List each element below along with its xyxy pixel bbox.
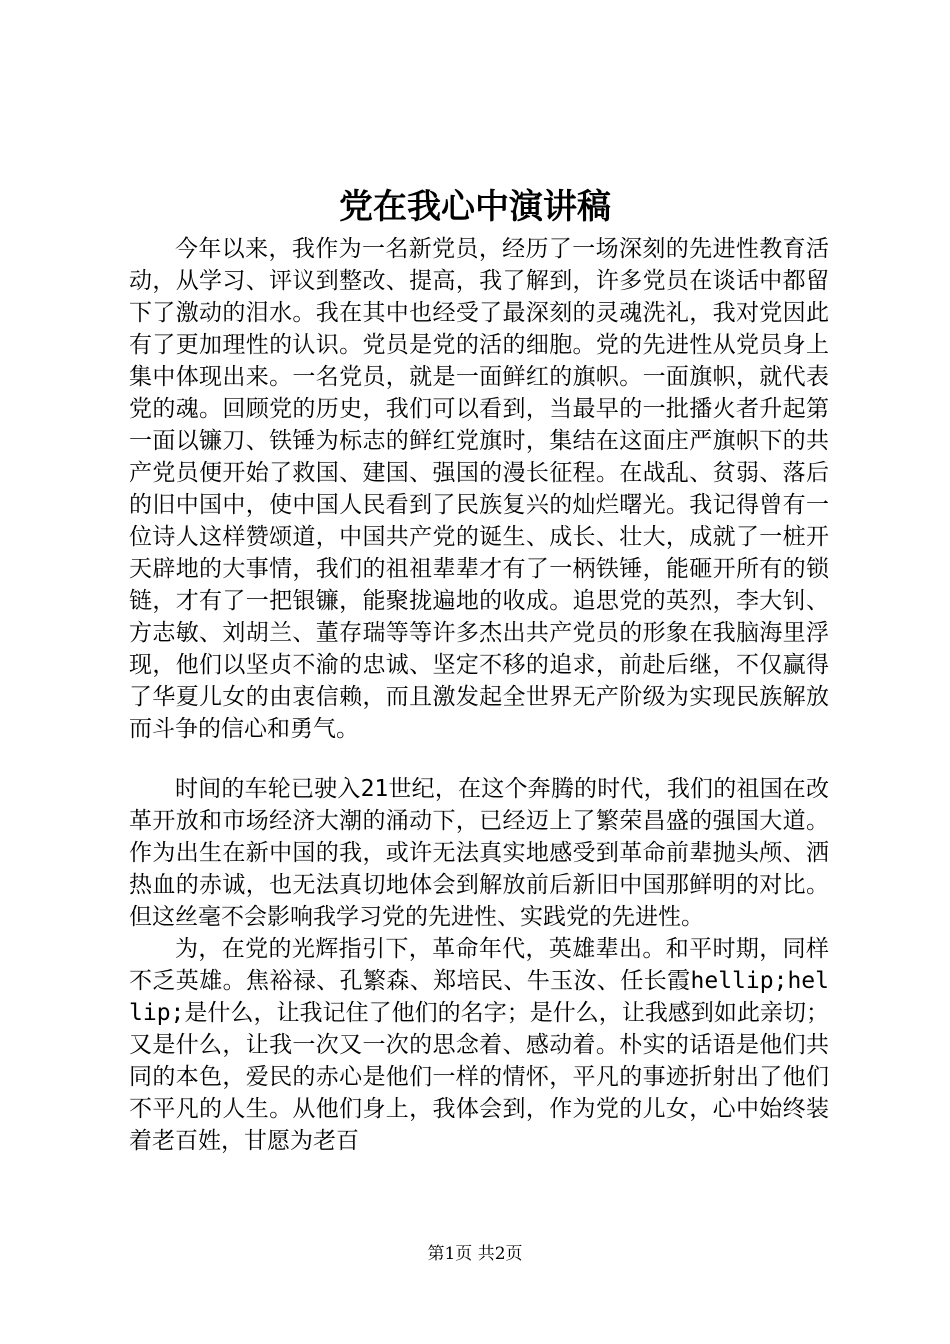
document-title: 党在我心中演讲稿	[339, 187, 611, 227]
document-body	[129, 233, 829, 1157]
paragraph-1: 今年以来，我作为一名新党员，经历了一场深刻的先进性教育活动，从学习、评议到整改、提高，我了解到，许多党员在谈话中都留下了激动的泪水。我在其中也经受了最深刻的灵魂洗礼，我对党因此有了更加理性的认识。党员是党的活的细胞。党的先进性从党员身上集中体现出来。一名党员，就是一面鲜红的旗帜。一面旗帜，就代表党的魂。回顾党的历史，我们可以看到，当最早的一批播火者升起第一面以镰刀、铁锤为标志的鲜红党旗时，集结在这面庄严旗帜下的共产党员便开始了救国、建国、强国的漫长征程。在战乱、贫弱、落后的旧中国中，使中国人民看到了民族复兴的灿烂曙光。我记得曾有一位诗人这样赞颂道，中国共产党的诞生、成长、壮大，成就了一桩开天辟地的大事情，我们的祖祖辈辈才有了一柄铁锤，能砸开所有的锁链，才有了一把银镰，能聚拢遍地的收成。追思党的英烈，李大钊、方志敏、刘胡兰、董存瑞等等许多杰出共产党员的形象在我脑海里浮现，他们以坚贞不渝的忠诚、坚定不移的追求，前赴后继，不仅赢得了华夏儿女的由衷信赖，而且激发起全世界无产阶级为实现民族解放而斗争的信心和勇气。	[129, 236, 829, 742]
page-number-footer: 第1页 共2页	[427, 1244, 523, 1264]
paragraph-3: 为，在党的光辉指引下，革命年代，英雄辈出。和平时期，同样不乏英雄。焦裕禄、孔繁森、郑培民、牛玉汝、任长霞hellip;hellip;是什么，让我记住了他们的名字；是什么，让我感到如此亲切；又是什么，让我一次又一次的思念着、感动着。朴实的话语是他们共同的本色，爱民的赤心是他们一样的情怀，平凡的事迹折射出了他们不平凡的人生。从他们身上，我体会到，作为党的儿女，心中始终装着老百姓，甘愿为老百	[129, 936, 829, 1154]
paragraph-2: 时间的车轮已驶入21世纪，在这个奔腾的时代，我们的祖国在改革开放和市场经济大潮的涌动下，已经迈上了繁荣昌盛的强国大道。作为出生在新中国的我，或许无法真实地感受到革命前辈抛头颅、洒热血的赤诚，也无法真切地体会到解放前后新旧中国那鲜明的对比。但这丝毫不会影响我学习党的先进性、实践党的先进性。	[129, 776, 829, 930]
